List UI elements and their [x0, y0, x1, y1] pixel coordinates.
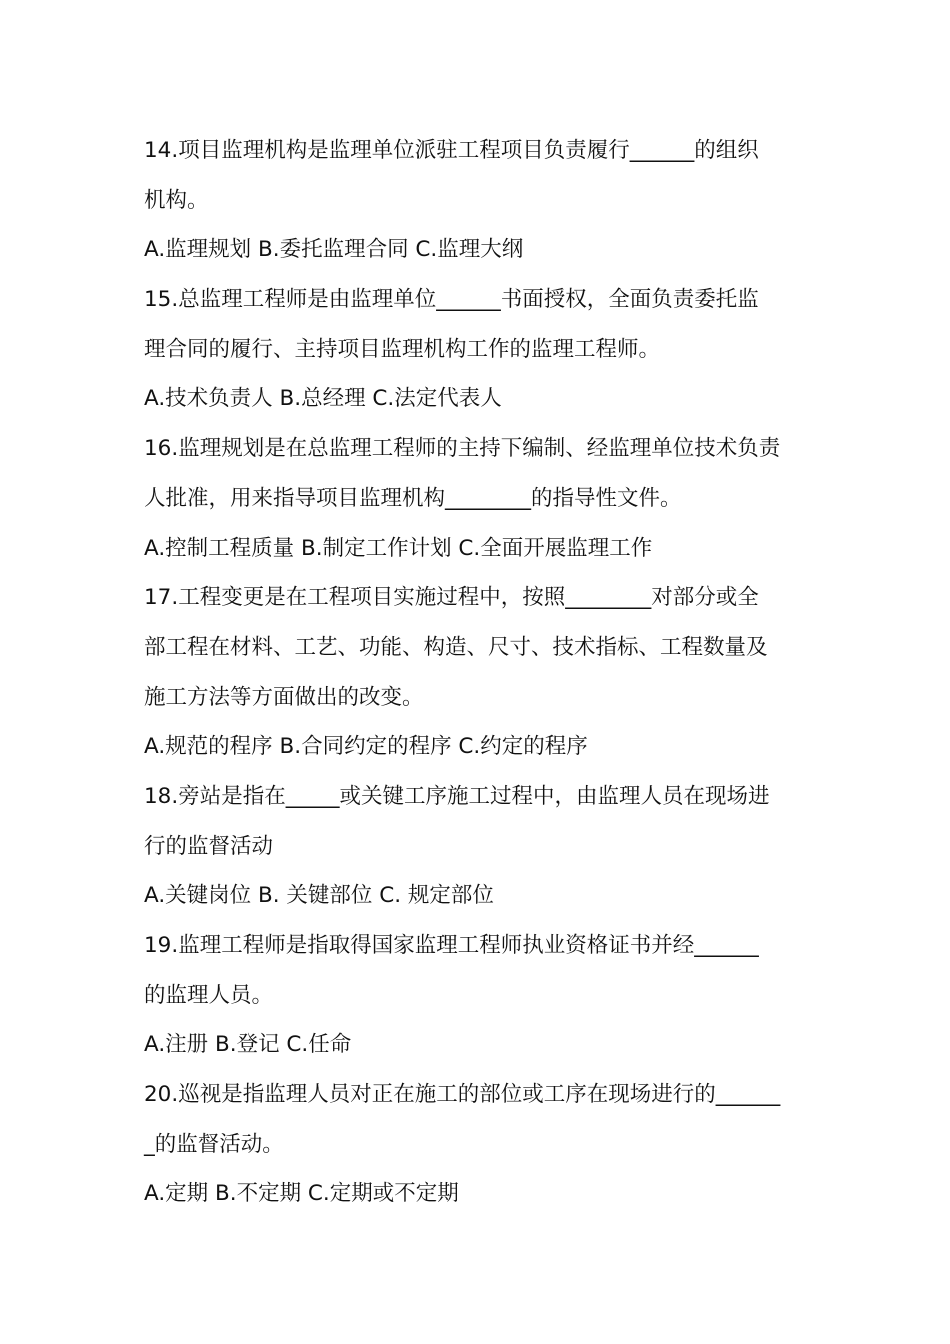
question-17-options: A.规范的程序 B.合同约定的程序 C.约定的程序 [144, 734, 588, 760]
question-17-line-1: 17.工程变更是在工程项目实施过程中，按照________对部分或全 [144, 585, 759, 611]
question-18-options: A.关键岗位 B. 关键部位 C. 规定部位 [144, 883, 494, 909]
question-17-line-3: 施工方法等方面做出的改变。 [144, 684, 424, 710]
question-20-line-1: 20.巡视是指监理人员对正在施工的部位或工序在现场进行的______ [144, 1082, 781, 1108]
question-17-line-2: 部工程在材料、工艺、功能、构造、尺寸、技术指标、工程数量及 [144, 634, 768, 660]
question-16-line-1: 16.监理规划是在总监理工程师的主持下编制、经监理单位技术负责 [144, 436, 781, 462]
question-19-line-2: 的监理人员。 [144, 982, 274, 1008]
question-14-line-2: 机构。 [144, 187, 209, 213]
question-16-line-2: 人批准，用来指导项目监理机构________的指导性文件。 [144, 485, 682, 511]
document-body [144, 126, 810, 1219]
question-19-options: A.注册 B.登记 C.任命 [144, 1032, 352, 1058]
question-18-line-1: 18.旁站是指在_____或关键工序施工过程中，由监理人员在现场进 [144, 783, 770, 809]
question-19-line-1: 19.监理工程师是指取得国家监理工程师执业资格证书并经______ [144, 933, 759, 958]
question-20-line-2: _的监督活动。 [144, 1131, 284, 1157]
question-15-line-1: 15.总监理工程师是由监理单位______书面授权，全面负责委托监 [144, 287, 759, 313]
question-18-line-2: 行的监督活动 [144, 833, 274, 859]
question-14-line-1: 14.项目监理机构是监理单位派驻工程项目负责履行______的组织 [144, 138, 759, 163]
question-16-options: A.控制工程质量 B.制定工作计划 C.全面开展监理工作 [144, 535, 653, 561]
question-20-options: A.定期 B.不定期 C.定期或不定期 [144, 1181, 459, 1207]
question-15-line-2: 理合同的履行、主持项目监理机构工作的监理工程师。 [144, 336, 661, 362]
question-14-options: A.监理规划 B.委托监理合同 C.监理大纲 [144, 237, 524, 263]
question-15-options: A.技术负责人 B.总经理 C.法定代表人 [144, 386, 502, 412]
